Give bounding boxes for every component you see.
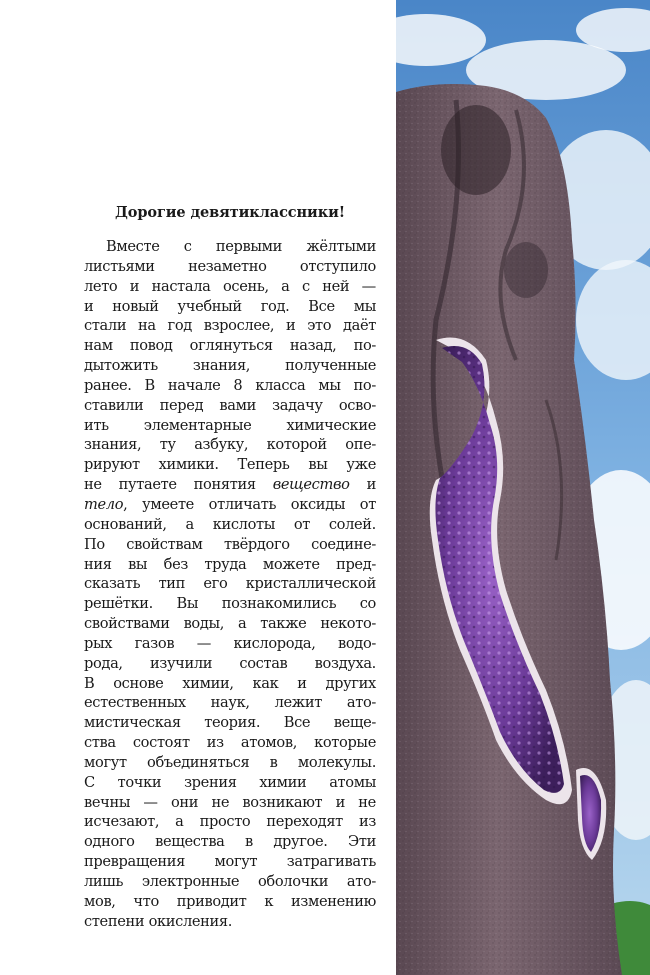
- word: не: [358, 793, 376, 811]
- word: оглянуться: [189, 337, 273, 355]
- word: что: [133, 892, 159, 910]
- word: которой: [266, 436, 327, 454]
- word: ней: [322, 277, 350, 295]
- word: В: [84, 674, 95, 692]
- word: которые: [314, 734, 376, 752]
- word: мистическая: [84, 714, 181, 732]
- word: вы: [128, 555, 148, 573]
- word: можете: [262, 555, 320, 573]
- word: отличать: [208, 495, 277, 513]
- word: рых: [84, 634, 113, 652]
- word: не: [211, 793, 230, 811]
- word: сказать: [84, 575, 141, 593]
- word: а: [237, 615, 247, 633]
- text-line: [84, 872, 376, 892]
- word: теория.: [204, 714, 261, 732]
- word: вами: [219, 396, 256, 414]
- word: знания,: [84, 436, 142, 454]
- text-line: [84, 535, 376, 555]
- word: начале: [167, 376, 221, 394]
- word: молекулы.: [297, 753, 376, 771]
- word: не: [84, 476, 102, 494]
- word: кристаллической: [245, 575, 376, 593]
- word: Все: [283, 714, 311, 732]
- word: уже: [346, 456, 376, 474]
- word: ато-: [346, 873, 376, 890]
- word: Все: [308, 297, 335, 315]
- text-line: [84, 773, 376, 793]
- word: просто: [199, 813, 251, 831]
- word: в: [245, 833, 253, 851]
- word: от: [359, 495, 376, 513]
- word: они: [170, 793, 199, 811]
- word: и: [366, 476, 376, 494]
- word: рируют: [84, 456, 140, 474]
- word: из: [206, 734, 224, 752]
- word: и: [286, 317, 296, 335]
- word: жёлтыми: [306, 238, 376, 255]
- text-line: [84, 297, 376, 317]
- word: ато-: [346, 694, 376, 712]
- word: степени: [84, 912, 145, 930]
- intro-text-column: [84, 204, 376, 932]
- text-line: [84, 455, 376, 475]
- word: осень,: [222, 277, 269, 295]
- text-line: [84, 693, 376, 713]
- word: состав: [239, 654, 288, 672]
- word: оболочки: [257, 873, 329, 890]
- word: лишь: [84, 873, 124, 890]
- intro-paragraph: [84, 237, 376, 932]
- word: с: [183, 238, 192, 255]
- word: взрослее,: [203, 317, 275, 335]
- word: элементарные: [143, 416, 252, 434]
- text-line: [84, 793, 376, 813]
- word: вы: [308, 456, 328, 474]
- text-line: [84, 257, 376, 277]
- word: точки: [117, 773, 162, 791]
- word: ту: [159, 436, 176, 454]
- word: на: [138, 317, 156, 335]
- word: и: [297, 674, 307, 692]
- word: без: [163, 555, 188, 573]
- text-line: [84, 574, 376, 594]
- word: даёт: [342, 317, 376, 335]
- text-line: [84, 495, 376, 515]
- text-line: [84, 396, 376, 416]
- word: и: [129, 277, 140, 295]
- word: кислорода,: [233, 634, 316, 652]
- word: другое.: [273, 833, 328, 851]
- text-line: [84, 435, 376, 455]
- text-line: [84, 555, 376, 575]
- word: атомов,: [240, 734, 297, 752]
- word: а: [175, 813, 184, 831]
- word: мов,: [84, 892, 116, 910]
- word: других: [325, 674, 376, 692]
- word: ства: [84, 734, 116, 752]
- word: перед: [159, 396, 204, 414]
- text-line: [84, 892, 376, 912]
- word: назад,: [289, 337, 337, 355]
- word: оснований,: [84, 515, 167, 533]
- punctuation: ,: [123, 495, 128, 513]
- word: учебный: [177, 297, 242, 315]
- intro-heading: Дорогие девятиклассники!: [114, 204, 345, 221]
- word: химические: [286, 416, 376, 434]
- word: соедине-: [311, 535, 376, 553]
- text-line: [84, 336, 376, 356]
- italic-term: вещество: [272, 476, 350, 494]
- word: свойствам: [126, 535, 203, 553]
- word: окисления.: [148, 912, 233, 930]
- word: задачу: [272, 396, 323, 414]
- word: знания,: [192, 357, 251, 375]
- word: опе-: [345, 436, 376, 454]
- text-line: [84, 852, 376, 872]
- word: естественных: [84, 694, 186, 712]
- word: ранее.: [84, 376, 132, 394]
- word: некото-: [320, 615, 376, 633]
- word: превращения: [84, 853, 185, 871]
- word: изменению: [290, 892, 376, 910]
- word: —: [196, 634, 211, 652]
- text-line: [84, 753, 376, 773]
- text-line: [84, 356, 376, 376]
- word: отступило: [299, 257, 376, 275]
- text-line: [84, 654, 376, 674]
- word: это: [307, 317, 332, 335]
- word: и: [84, 297, 94, 315]
- word: —: [361, 277, 376, 295]
- word: а: [281, 277, 290, 295]
- word: свойствами: [84, 615, 170, 633]
- word: также: [260, 615, 307, 633]
- italic-term: тело: [84, 495, 124, 513]
- word: основе: [113, 674, 164, 692]
- word: познакомились: [221, 595, 337, 613]
- word: лежит: [274, 694, 322, 712]
- word: из: [358, 813, 376, 831]
- word: ставили: [84, 396, 144, 414]
- word: объединяться: [147, 753, 250, 771]
- word: Эти: [348, 833, 376, 851]
- word: повод: [129, 337, 173, 355]
- word: ния: [84, 555, 112, 573]
- text-line: [84, 376, 376, 396]
- word: —: [143, 793, 158, 811]
- text-line: [84, 634, 376, 654]
- word: исчезают,: [84, 813, 160, 831]
- word: переходят: [266, 813, 343, 831]
- word: одного: [84, 833, 135, 851]
- word: вещества: [155, 833, 225, 851]
- word: нам: [84, 337, 113, 355]
- word: понятия: [193, 476, 256, 494]
- word: по-: [353, 376, 376, 394]
- word: твёрдого: [224, 535, 290, 553]
- word: оксиды: [290, 495, 346, 513]
- word: воздуха.: [314, 654, 376, 672]
- word: кислоты: [212, 515, 276, 533]
- word: В: [144, 376, 155, 394]
- word: мы: [353, 297, 376, 315]
- text-line: [84, 277, 376, 297]
- text-line: [84, 733, 376, 753]
- word: и: [335, 793, 345, 811]
- word: новый: [112, 297, 159, 315]
- text-line: [84, 812, 376, 832]
- text-line: [84, 416, 376, 436]
- word: зрения: [184, 773, 237, 791]
- word: Вместе: [106, 238, 160, 255]
- word: настала: [151, 277, 211, 295]
- word: рода,: [84, 654, 123, 672]
- word: первыми: [215, 238, 283, 255]
- word: по-: [353, 337, 376, 355]
- word: химии: [259, 773, 307, 791]
- word: лето: [84, 277, 118, 295]
- word: химии,: [182, 674, 234, 692]
- word: мы: [318, 376, 341, 394]
- word: могут: [214, 853, 258, 871]
- word: ить: [84, 416, 109, 434]
- word: с: [301, 277, 310, 295]
- word: химики.: [158, 456, 219, 474]
- text-line: [84, 674, 376, 694]
- word: атомы: [329, 773, 376, 791]
- word: могут: [84, 753, 127, 771]
- word: труда: [204, 555, 247, 573]
- text-line: [84, 594, 376, 614]
- word: дытожить: [84, 357, 158, 375]
- word: в: [269, 753, 278, 771]
- word: возникают: [242, 793, 323, 811]
- text-line: [84, 614, 376, 634]
- word: 8: [233, 376, 243, 394]
- word: класса: [255, 376, 306, 394]
- word: со: [359, 595, 376, 613]
- word: веще-: [333, 714, 376, 732]
- text-line: [84, 912, 376, 932]
- word: водо-: [338, 634, 376, 652]
- word: состоят: [132, 734, 190, 752]
- word: путаете: [118, 476, 177, 494]
- word: решётки.: [84, 595, 153, 613]
- word: [84, 495, 127, 515]
- word: к: [264, 892, 274, 910]
- text-line: [84, 832, 376, 852]
- word: затрагивать: [286, 853, 376, 871]
- text-line: [84, 316, 376, 336]
- word: умеете: [142, 495, 194, 513]
- word: незаметно: [188, 257, 267, 275]
- word: вечны: [84, 793, 131, 811]
- word: тип: [158, 575, 186, 593]
- word: воды,: [183, 615, 225, 633]
- word: стали: [84, 317, 127, 335]
- word: полученные: [285, 357, 376, 375]
- word: приводит: [176, 892, 247, 910]
- word: азбуку,: [194, 436, 249, 454]
- word: Теперь: [237, 456, 290, 474]
- word: солей.: [328, 515, 376, 533]
- word: как: [252, 674, 279, 692]
- word: год: [167, 317, 192, 335]
- word: его: [203, 575, 228, 593]
- word: а: [185, 515, 194, 533]
- word: наук,: [210, 694, 250, 712]
- text-line: [84, 475, 376, 495]
- word: По: [84, 535, 105, 553]
- word: Вы: [176, 595, 199, 613]
- word: газов: [134, 634, 175, 652]
- word: изучили: [149, 654, 213, 672]
- word: электронные: [141, 873, 240, 890]
- text-line: [84, 713, 376, 733]
- word: листьями: [84, 257, 155, 275]
- word: [273, 475, 350, 495]
- amethyst-rock-photo: [396, 0, 650, 975]
- word: С: [84, 773, 95, 791]
- word: осво-: [338, 396, 376, 414]
- word: пред-: [336, 555, 376, 573]
- text-line: [84, 237, 376, 257]
- text-line: [84, 515, 376, 535]
- word: от: [293, 515, 311, 533]
- word: год.: [260, 297, 290, 315]
